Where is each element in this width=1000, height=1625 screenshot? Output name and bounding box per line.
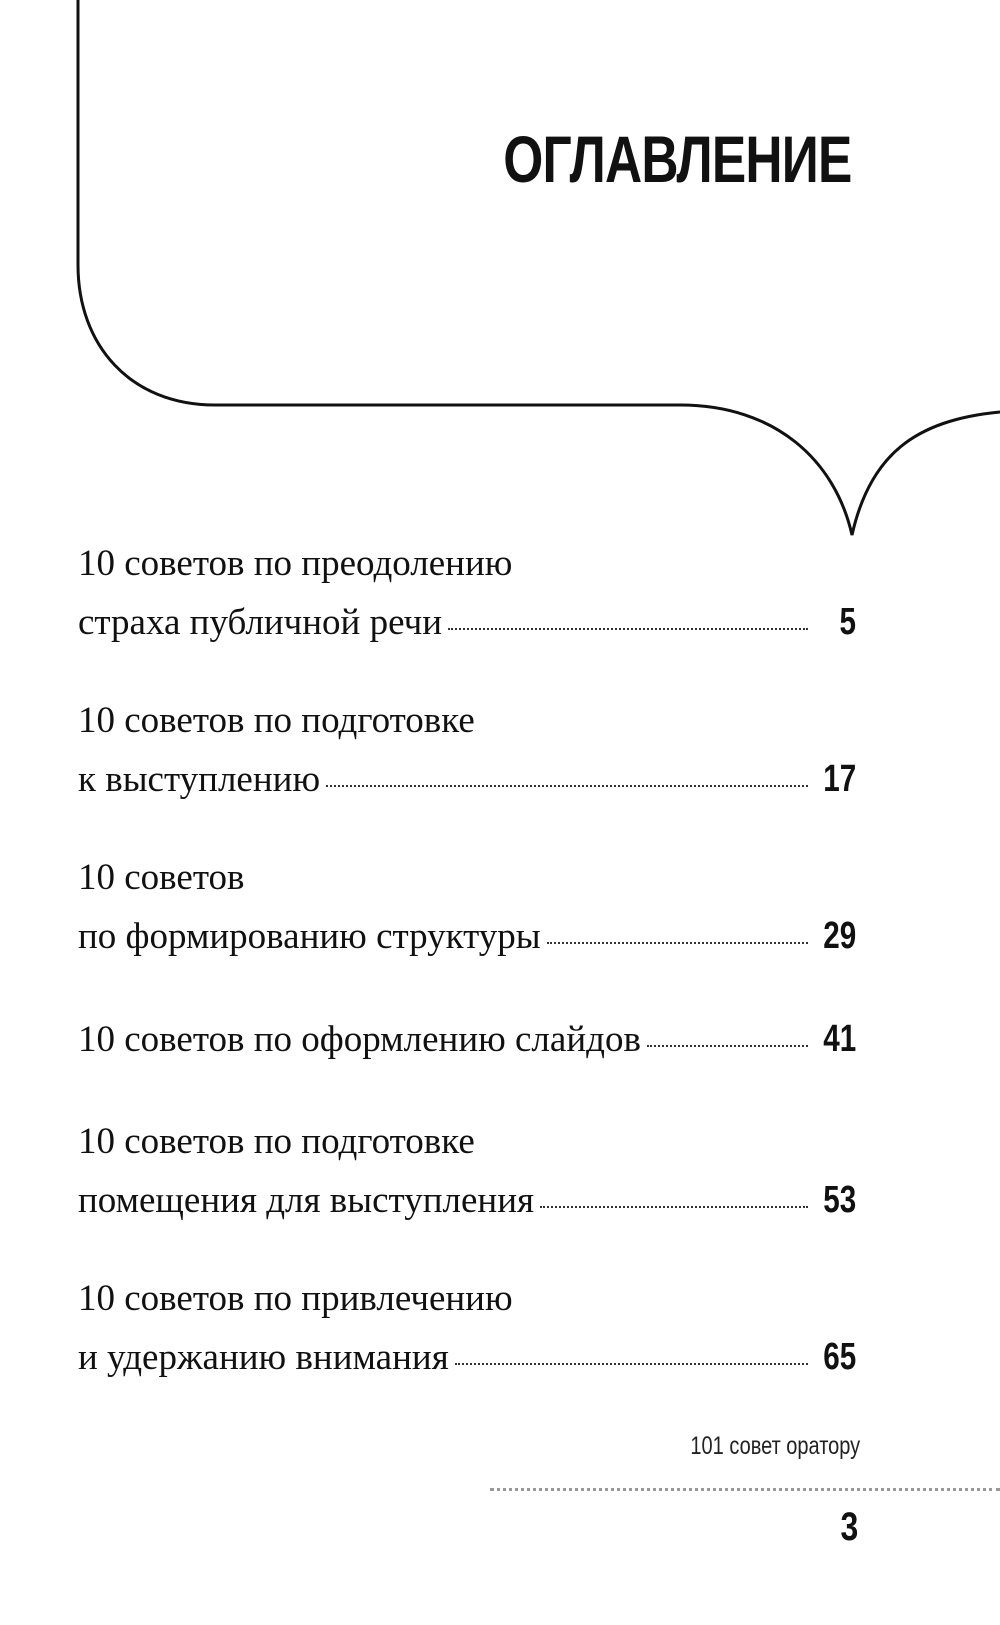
toc-page-number: 17 [823, 758, 857, 800]
dot-leader [326, 785, 808, 787]
toc-entry[interactable] [78, 1113, 856, 1230]
toc-entry-title: 10 советов по преодолению [78, 543, 513, 584]
toc-page-number: 5 [839, 601, 856, 643]
dot-leader [647, 1045, 808, 1047]
page-title: ОГЛАВЛЕНИЕ [503, 122, 852, 196]
toc-entry-title: помещения для выступления [78, 1180, 535, 1221]
toc-entry-title: 10 советов по оформлению слайдов [78, 1019, 641, 1060]
dot-leader [547, 942, 808, 944]
toc-page-number: 53 [823, 1179, 857, 1221]
toc-entry-title: 10 советов по подготовке [78, 1121, 475, 1162]
toc-entry[interactable] [78, 692, 856, 809]
toc-entry-title: по формированию структуры [78, 916, 541, 957]
toc-entry[interactable] [78, 535, 856, 652]
toc-entry-title: страха публичной речи [78, 602, 443, 643]
title-frame [0, 0, 1000, 560]
toc-page-number: 29 [823, 915, 857, 957]
footer-divider [490, 1488, 1000, 1491]
table-of-contents [78, 535, 856, 1387]
toc-entry-title: к выступлению [78, 759, 321, 800]
toc-page-number: 65 [823, 1336, 857, 1378]
toc-entry-title: 10 советов [78, 857, 245, 898]
dot-leader [448, 628, 808, 630]
dot-leader [540, 1206, 808, 1208]
dot-leader [455, 1363, 808, 1365]
toc-entry[interactable] [78, 1270, 856, 1387]
running-footer-title: 101 совет оратору [690, 1432, 860, 1460]
toc-page-number: 41 [823, 1018, 857, 1060]
toc-entry-title: 10 советов по привлечению [78, 1278, 513, 1319]
toc-entry[interactable] [78, 849, 856, 966]
page-number: 3 [840, 1505, 858, 1549]
toc-entry-title: 10 советов по подготовке [78, 700, 475, 741]
toc-entry[interactable] [78, 1010, 856, 1069]
toc-entry-title: и удержанию внимания [78, 1337, 449, 1378]
